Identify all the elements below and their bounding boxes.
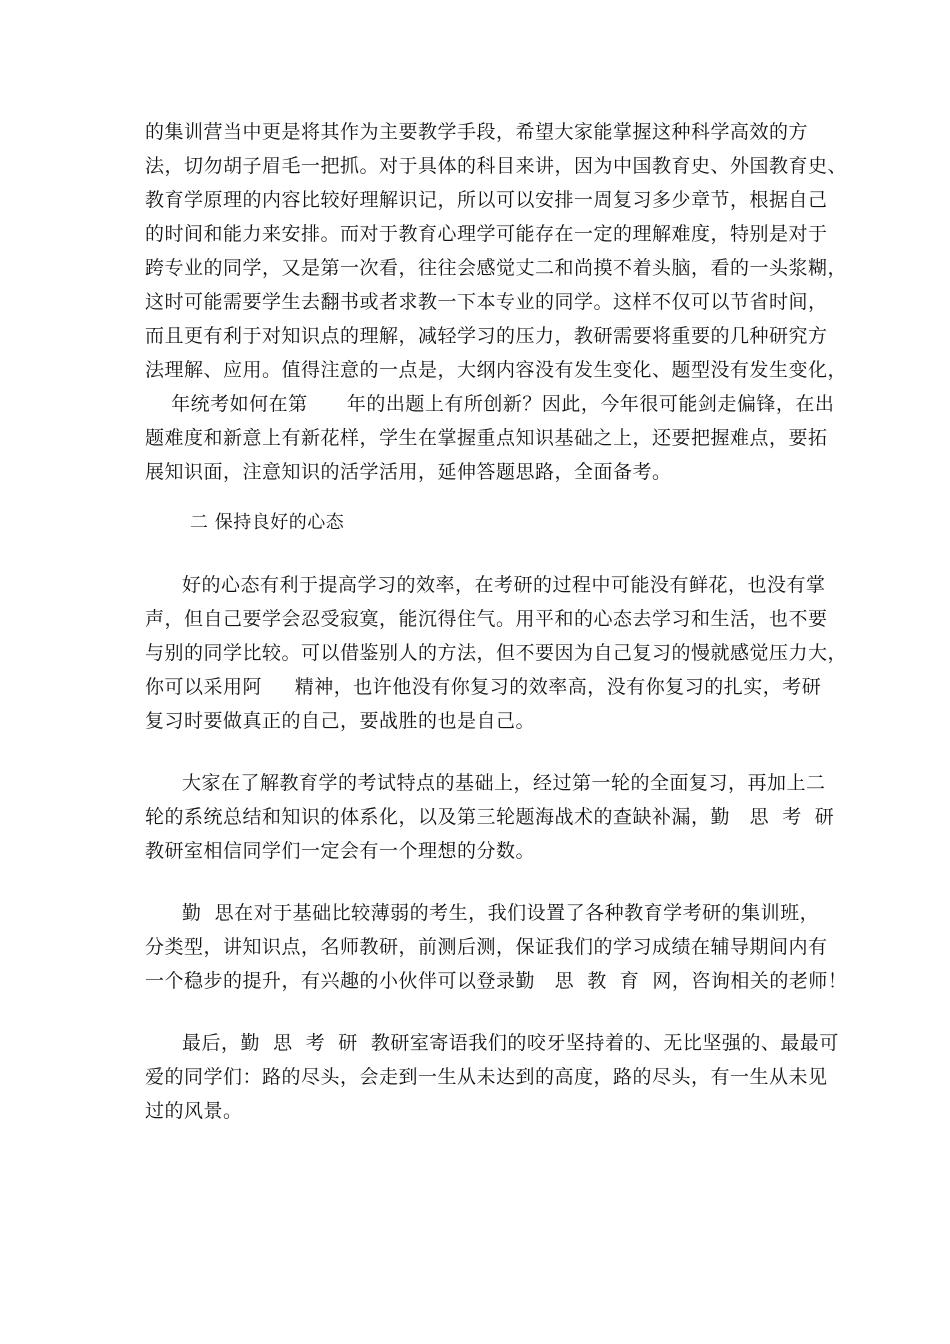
para2-line-1: 好的心态有利于提高学习的效率，在考研的过程中可能没有鲜花，也没有掌 — [182, 574, 826, 596]
para1-line-1: 的集训营当中更是将其作为主要教学手段，希望大家能掌握这种科学高效的方 — [145, 121, 809, 143]
para2-line-5: 复习时要做真正的自己，要战胜的也是自己。 — [145, 710, 536, 732]
para1-line-6: 这时可能需要学生去翻书或者求教一下本专业的同学。这样不仅可以节省时间， — [145, 291, 828, 313]
para1-line-8: 法理解、应用。值得注意的一点是，大纲内容没有发生变化、题型没有发生变化， — [145, 359, 848, 381]
para4-line-2: 分类型，讲知识点，名师教研，前测后测，保证我们的学习成绩在辅导期间内有 — [145, 936, 828, 958]
para4-line-1: 勤 思在对于基础比较薄弱的考生，我们设置了各种教育学考研的集训班， — [182, 902, 820, 924]
para1-line-5: 跨专业的同学，又是第一次看，往往会感觉丈二和尚摸不着头脑，看的一头浆糊， — [145, 257, 848, 279]
para3-line-2: 轮的系统总结和知识的体系化，以及第三轮题海战术的查缺补漏，勤 思 考 研 — [145, 806, 835, 828]
para3-line-3: 教研室相信同学们一定会有一个理想的分数。 — [145, 840, 536, 862]
para1-line-9: 年统考如何在第 年的出题上有所创新？因此，今年很可能剑走偏锋，在出 — [145, 393, 835, 415]
para5-line-2: 爱的同学们：路的尽头，会走到一生从未达到的高度，路的尽头，有一生从未见 — [145, 1066, 828, 1088]
para1-line-10: 题难度和新意上有新花样，学生在掌握重点知识基础之上，还要把握难点，要拓 — [145, 427, 828, 449]
para1-line-7: 而且更有利于对知识点的理解，减轻学习的压力，教研需要将重要的几种研究方 — [145, 325, 828, 347]
section-heading-2: 二 保持良好的心态 — [190, 512, 345, 533]
para1-line-4: 的时间和能力来安排。而对于教育心理学可能存在一定的理解难度，特别是对于 — [145, 223, 828, 245]
para2-line-2: 声，但自己要学会忍受寂寞，能沉得住气。用平和的心态去学习和生活，也不要 — [145, 608, 828, 630]
para4-line-3: 一个稳步的提升，有兴趣的小伙伴可以登录勤 思 教 育 网，咨询相关的老师！ — [145, 970, 848, 992]
para5-line-3: 过的风景。 — [145, 1100, 243, 1122]
para1-line-2: 法，切勿胡子眉毛一把抓。对于具体的科目来讲，因为中国教育史、外国教育史、 — [145, 155, 848, 177]
para1-line-3: 教育学原理的内容比较好理解识记，所以可以安排一周复习多少章节，根据自己 — [145, 189, 828, 211]
para2-line-3: 与别的同学比较。可以借鉴别人的方法，但不要因为自己复习的慢就感觉压力大， — [145, 642, 848, 664]
para3-line-1: 大家在了解教育学的考试特点的基础上，经过第一轮的全面复习，再加上二 — [182, 772, 826, 794]
para1-line-11: 展知识面，注意知识的活学活用，延伸答题思路，全面备考。 — [145, 461, 672, 483]
para5-line-1: 最后，勤 思 考 研 教研室寄语我们的咬牙坚持着的、无比坚强的、最最可 — [182, 1032, 839, 1054]
para2-line-4: 你可以采用阿 精神，也许他没有你复习的效率高，没有你复习的扎实，考研 — [145, 676, 822, 698]
